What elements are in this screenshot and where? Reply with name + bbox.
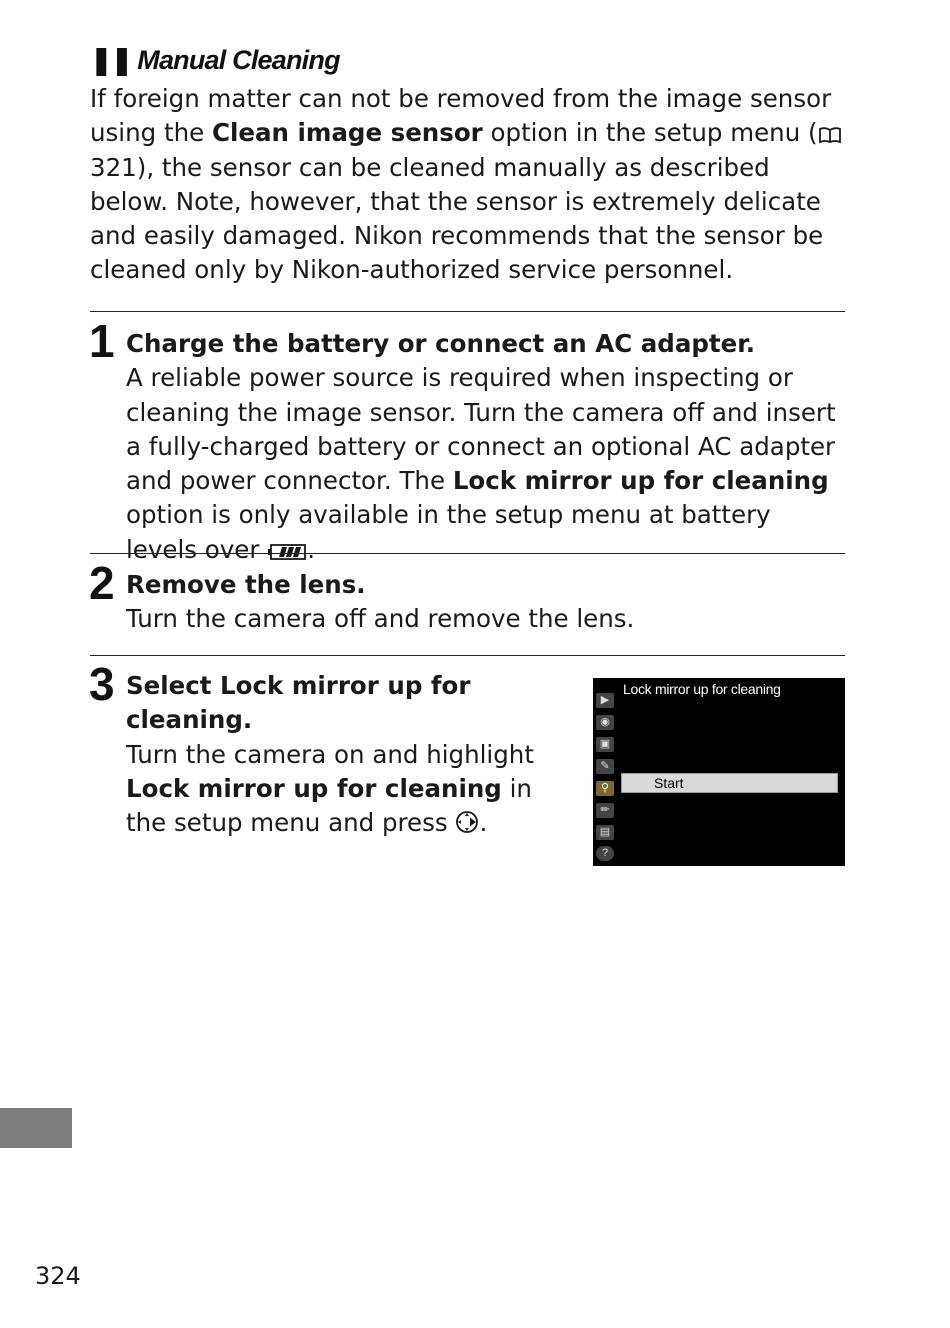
step-2 bbox=[126, 568, 848, 637]
wrench-icon: ⚲ bbox=[596, 781, 614, 796]
menu-tab-sidebar bbox=[593, 686, 617, 866]
lock-mirror-term: Lock mirror up for cleaning bbox=[126, 773, 502, 803]
step-number: 2 bbox=[89, 557, 115, 609]
help-icon: ? bbox=[596, 846, 614, 861]
step-text: Turn the camera off and remove the lens. bbox=[126, 604, 635, 634]
step-divider bbox=[90, 655, 845, 656]
step-1 bbox=[126, 327, 848, 567]
section-title: Manual Cleaning bbox=[137, 45, 340, 75]
step-title: Charge the battery or connect an AC adapter. bbox=[126, 329, 756, 358]
step-divider bbox=[90, 311, 845, 312]
recent-icon: ▤ bbox=[596, 825, 614, 840]
step-number: 1 bbox=[89, 315, 115, 367]
movie-icon: ▣ bbox=[596, 737, 614, 752]
step-text: Turn the camera on and highlight bbox=[126, 739, 534, 769]
step-text: option is only available in the setup menu at battery levels over bbox=[126, 500, 771, 564]
retouch-icon: ✏ bbox=[596, 803, 614, 818]
intro-text-1: If foreign matter can not be removed from the image sensor using the bbox=[90, 84, 832, 148]
step-3 bbox=[126, 669, 571, 840]
start-label: Start bbox=[654, 775, 684, 791]
screen-title: Lock mirror up for cleaning bbox=[623, 681, 781, 697]
step-divider bbox=[90, 553, 845, 554]
step-title: Remove the lens. bbox=[126, 570, 366, 599]
chapter-tab bbox=[0, 1108, 72, 1148]
step-text: . bbox=[307, 534, 316, 564]
step-title-prefix: Select bbox=[126, 671, 221, 700]
multi-selector-right-icon bbox=[455, 810, 479, 834]
page-reference[interactable]: 321 bbox=[90, 152, 137, 182]
pencil-icon: ✎ bbox=[596, 759, 614, 774]
step-title bbox=[126, 669, 571, 738]
page-number: 324 bbox=[35, 1262, 81, 1290]
section-marker: ❚❚ bbox=[90, 45, 132, 75]
intro-text-2: option in the setup menu ( bbox=[482, 118, 818, 148]
camera-menu-screenshot bbox=[593, 678, 845, 866]
step-title-suffix: . bbox=[242, 705, 253, 735]
step-title-term: Lock mirror up for cleaning bbox=[126, 671, 471, 735]
step-text: A reliable power source is required when inspecting or cleaning the image sensor. Turn the camera off and insert a fully-charged battery or connect an optional AC adapter and power connector. The bbox=[126, 363, 836, 496]
start-menu-item[interactable] bbox=[621, 773, 838, 793]
lock-mirror-term: Lock mirror up for cleaning bbox=[452, 466, 829, 496]
section-heading bbox=[90, 45, 340, 76]
step-text: in the setup menu and press bbox=[126, 773, 532, 838]
intro-text-3: ), the sensor can be cleaned manually as described below. Note, however, that the sensor is extremely delicate and easily damaged. Nikon recommends that the sensor be cleaned only by Nikon-authorized service personnel. bbox=[90, 152, 824, 285]
playback-icon: ▶ bbox=[596, 693, 614, 708]
camera-icon: ◉ bbox=[596, 715, 614, 730]
book-icon bbox=[818, 126, 842, 144]
clean-image-sensor-term: Clean image sensor bbox=[211, 118, 483, 148]
step-number: 3 bbox=[89, 658, 115, 710]
battery-icon bbox=[267, 543, 307, 561]
intro-paragraph bbox=[90, 82, 850, 288]
step-text: . bbox=[479, 808, 488, 838]
